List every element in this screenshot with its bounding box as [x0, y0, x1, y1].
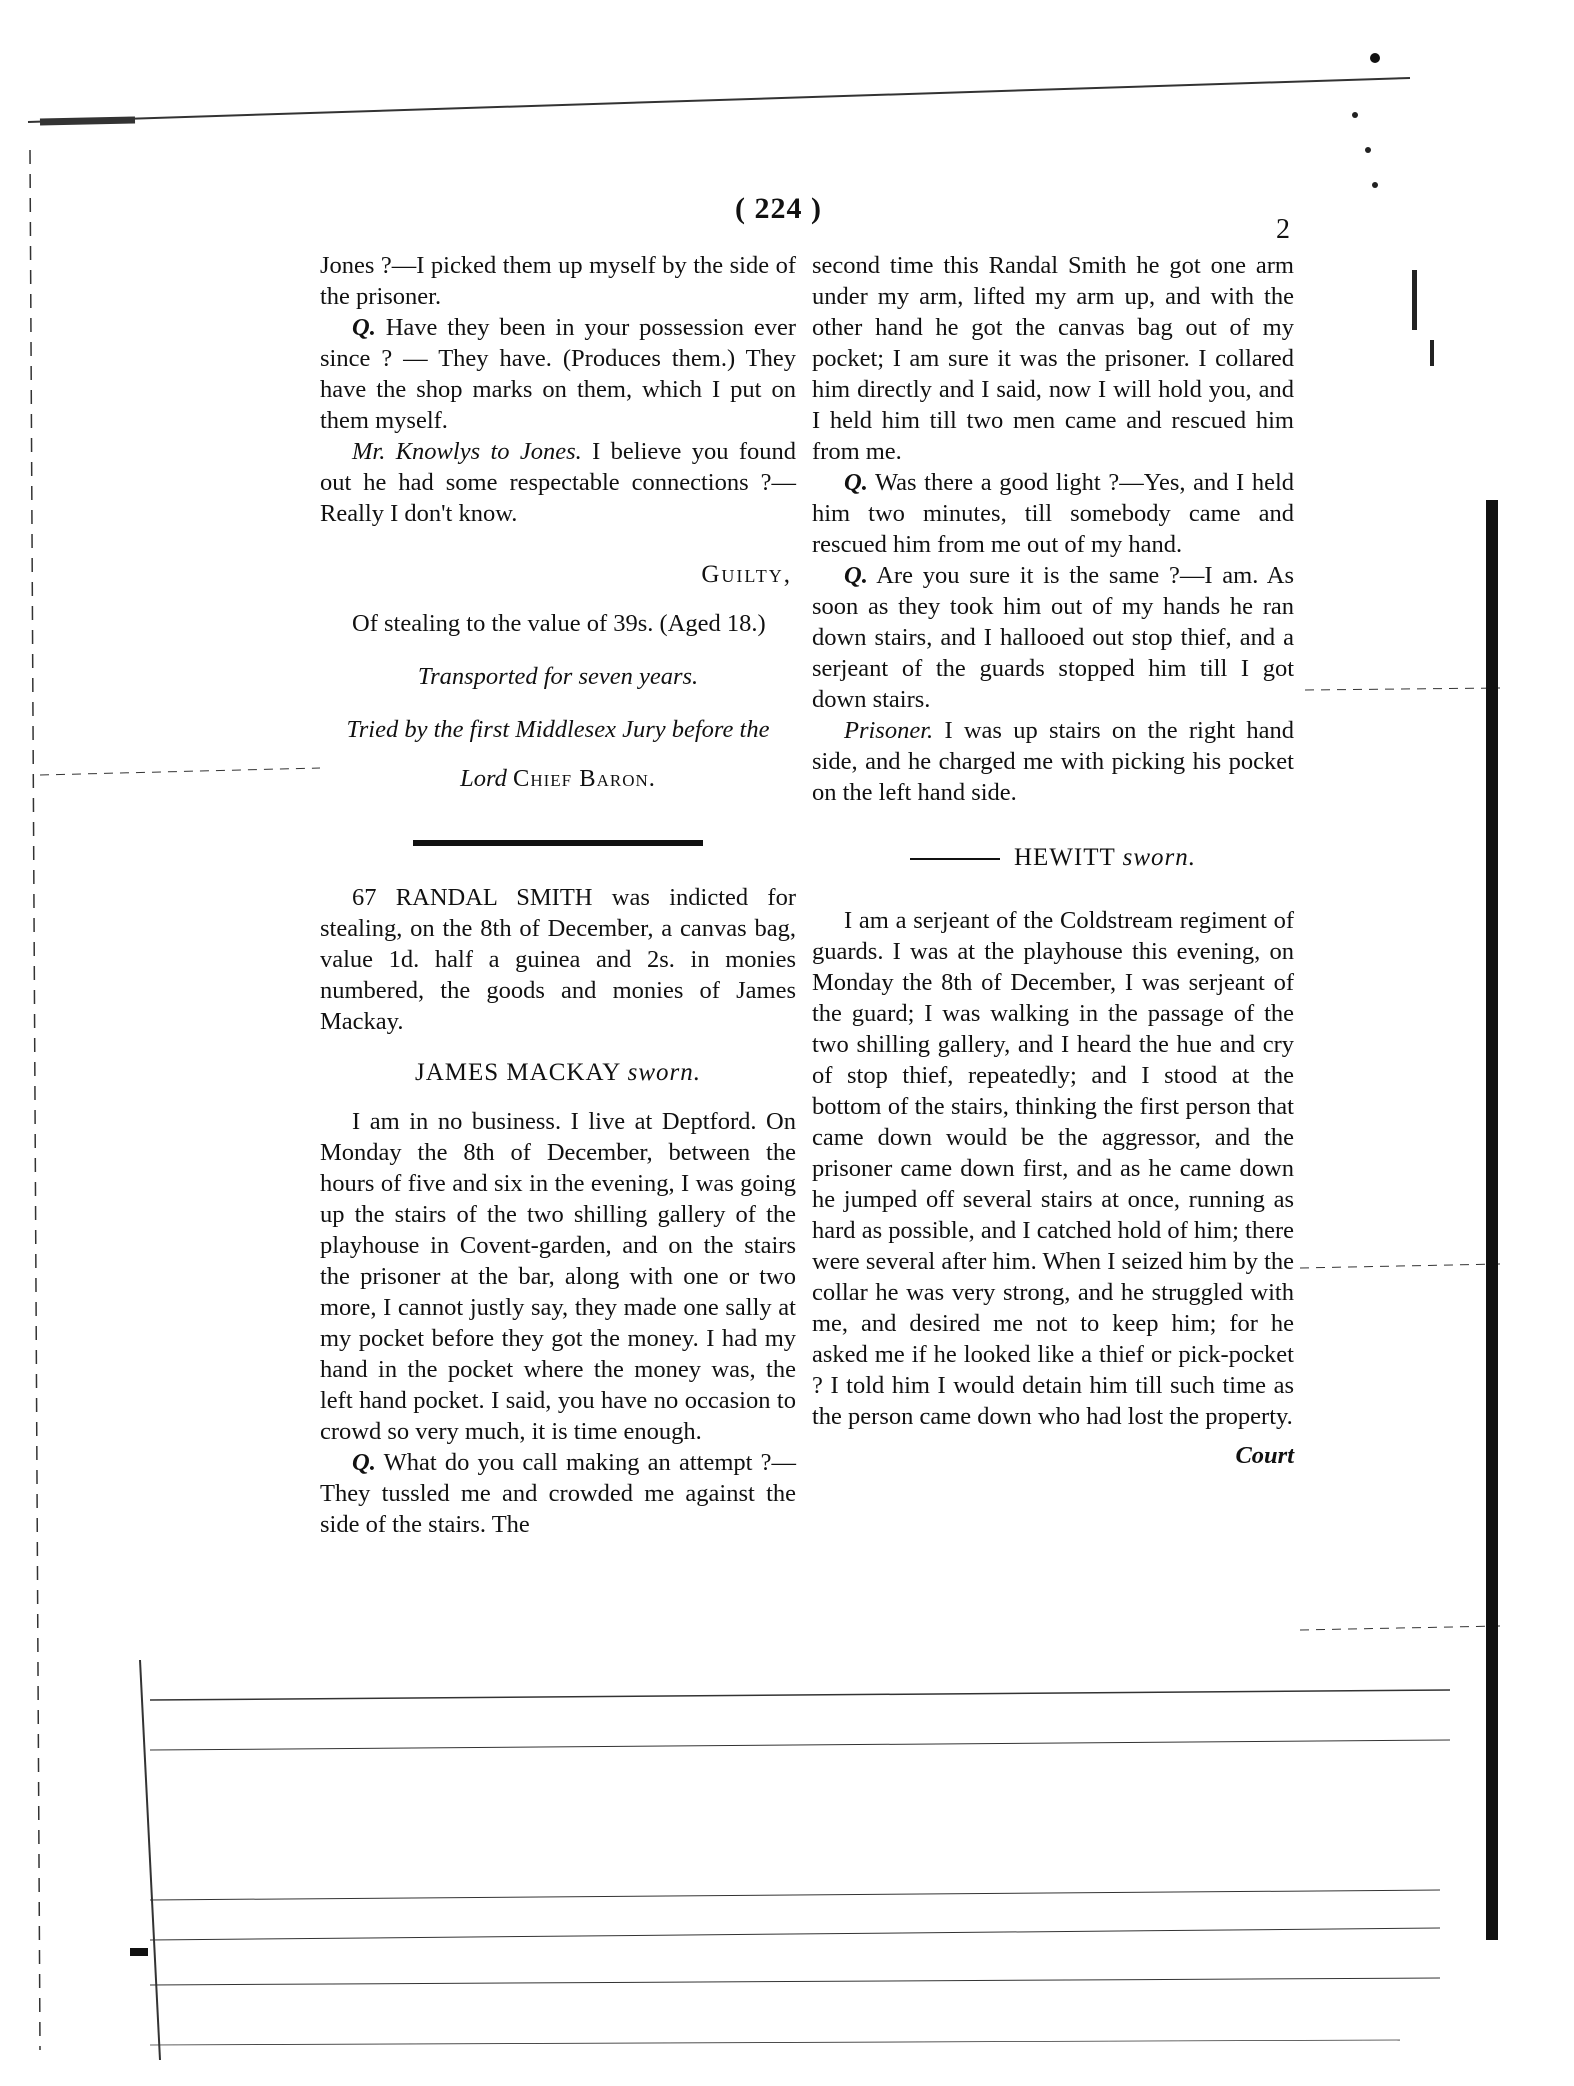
- left-column: [320, 250, 796, 1540]
- left-p1: Jones ?—I picked them up myself by the side of the prisoner.: [320, 252, 796, 310]
- heading-dash: [910, 858, 1000, 860]
- case-intro: 67 RANDAL SMITH was indicted for stealing, on the 8th of December, a canvas bag, value 1d. half a guinea and 2s. in monies numbered, the goods and monies of James Mackay.: [320, 884, 796, 1035]
- speaker-label: Prisoner.: [844, 717, 934, 744]
- right-p3-text: Are you sure it is the same ?—I am. As soon as they took him out of my hands he ran down stairs, and I hallooed out stop thief, and a serjeant of the guards stopped him till I got down stairs.: [812, 562, 1294, 713]
- charge: Of stealing to the value of 39s. (Aged 18.): [352, 610, 766, 637]
- right-p4: [812, 715, 1294, 808]
- right-column: [812, 250, 1294, 1471]
- right-p4-text: I was up stairs on the right hand side, and he charged me with picking his pocket on the left hand side.: [812, 717, 1295, 806]
- section-divider: [413, 840, 703, 846]
- hewitt-testimony: I am a serjeant of the Coldstream regiment of guards. I was at the playhouse this evening, on Monday the 8th of December, I was serjeant of the guard; I was walking in the passage of the two shilling gallery, and I heard the hue and cry of stop thief, repeatedly; and I stood at the bottom of the stairs, thinking the first person that came down would be the aggressor, and the prisoner came down first, and as he came down he jumped off several stairs at once, running as hard as possible, and I catched hold of him; there were several after him. When I seized him by the collar he was very strong, and he struggled with me, and desired me not to keep him; for he asked me if he looked like a thief or pick-pocket ? I told him I would detain him till such time as the person came down who had lost the property.: [812, 907, 1294, 1430]
- right-p2-text: Was there a good light ?—Yes, and I held him two minutes, till somebody came and rescued him from me out of my hand.: [812, 469, 1294, 558]
- witness-name: HEWITT: [1014, 844, 1116, 871]
- judge-line: [320, 763, 796, 794]
- catchword: Court: [1235, 1442, 1294, 1469]
- question-marker: Q.: [352, 314, 376, 341]
- question-marker: Q.: [352, 1449, 376, 1476]
- left-q2: [320, 1447, 796, 1540]
- page-number: ( 224 ): [735, 192, 822, 225]
- sentence: Transported for seven years.: [417, 663, 699, 690]
- right-p3: [812, 560, 1294, 715]
- mackay-testimony: I am in no business. I live at Deptford. On Monday the 8th of December, between the hours of five and six in the evening, I was going up the stairs of the two shilling gallery of the playhouse in Covent-garden, and on the stairs the prisoner at the bar, along with one or two more, I cannot justly say, they made one sally at my pocket before they got the money. I had my hand in the pocket where the money was, the left hand pocket. I said, you have no occasion to crowd so very much, it is time enough.: [320, 1108, 796, 1445]
- right-p1: second time this Randal Smith he got one arm under my arm, lifted my arm up, and with the other hand he got the canvas bag out of my pocket; I am sure it was the prisoner. I collared him directly and I said, now I will hold you, and I held him till two men came and rescued him from me.: [812, 252, 1294, 465]
- left-p2-text: Have they been in your possession ever since ? — They have. (Produces them.) They have the shop marks on them, which I put on them myself.: [320, 314, 796, 434]
- judge-title: Chief Baron.: [513, 765, 656, 792]
- witness-heading-mackay: [320, 1057, 796, 1088]
- left-q2-text: What do you call making an attempt ?—They tussled me and crowded me against the side of the stairs. The: [320, 1449, 796, 1538]
- question-marker: Q.: [844, 562, 868, 589]
- witness-name: JAMES MACKAY: [415, 1059, 621, 1086]
- judge-prefix: Lord: [460, 765, 507, 792]
- left-p2: [320, 312, 796, 436]
- verdict: Guilty,: [701, 561, 792, 588]
- witness-sworn: sworn.: [1122, 844, 1196, 871]
- left-p3: [320, 436, 796, 529]
- speaker-label: Mr. Knowlys to Jones.: [352, 438, 582, 465]
- question-marker: Q.: [844, 469, 868, 496]
- witness-heading-hewitt: [812, 842, 1294, 873]
- tried-line: Tried by the first Middlesex Jury before the: [346, 716, 770, 743]
- right-p2: [812, 467, 1294, 560]
- left-p3-text: I believe you found out he had some respectable connections ?—Really I don't know.: [320, 438, 797, 527]
- witness-sworn: sworn.: [627, 1059, 701, 1086]
- corner-mark: 2: [1276, 214, 1290, 245]
